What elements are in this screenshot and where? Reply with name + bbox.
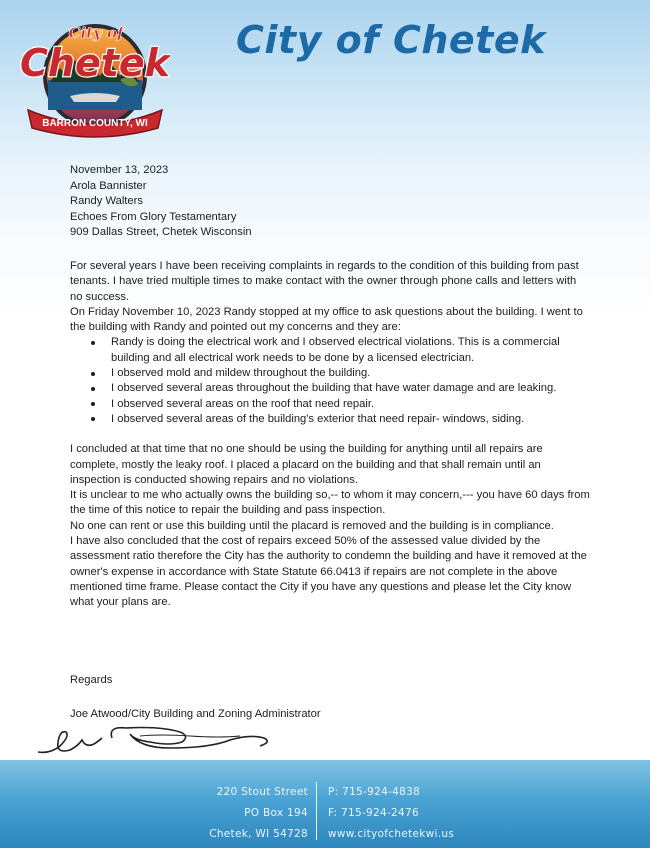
city-logo: [20, 10, 170, 138]
logo-name-text: Chetek: [20, 41, 170, 85]
paragraph-ownership: It is unclear to me who actually owns the building so,-- to whom it may concern,--- you have 60 days from the time of this notice to repair the building and pass inspection.: [70, 489, 590, 517]
recipient-block: [70, 163, 252, 241]
paragraph-visit: On Friday November 10, 2023 Randy stopped at my office to ask questions about the building. I went to the building with Randy and pointed out my concerns and they are:: [70, 305, 583, 334]
recipient-line: Echoes From Glory Testamentary: [70, 210, 237, 223]
recipient-line: Randy Walters: [70, 195, 143, 207]
footer-city: Chetek, WI 54728: [209, 828, 308, 840]
recipient-line: Arola Bannister: [70, 179, 147, 192]
paragraph-compliance: No one can rent or use this building until the placard is removed and the building is in compliance.: [70, 519, 554, 532]
footer-contact: [0, 760, 650, 848]
list-item: I observed several areas throughout the building that have water damage and are leaking.: [70, 381, 590, 396]
paragraph-conclusion: I concluded at that time that no one should be using the building for anything until all repairs are complete, mostly the leaky roof. I placed a placard on the building and that shall remain until an inspection is conducted showing repairs and no violations.: [70, 443, 543, 486]
list-item: I observed several areas on the roof that need repair.: [70, 397, 590, 412]
logo-banner-text: BARRON COUNTY, WI: [42, 118, 148, 129]
footer-street: 220 Stout Street: [216, 786, 308, 798]
letter-body: [70, 259, 590, 611]
list-item: Randy is doing the electrical work and I observed electrical violations. This is a commercial building and all electrical work needs to be done by a licensed electrician.: [70, 335, 590, 366]
footer-contacts: [328, 782, 454, 845]
paragraph-condemn: I have also concluded that the cost of repairs exceed 50% of the assessed value divided by the assessment ratio therefore the City has the authority to condemn the building and have it removed at the owner's expense in accordance with State Statute 66.0413 if repairs are not complete in the above mentioned time frame. Please contact the City if you have any questions and please let the City know what your plans are.: [70, 535, 587, 609]
paragraph-complaints: For several years I have been receiving complaints in regards to the condition of this building from past tenants. I have tried multiple times to make contact with the owner through phone calls and letters with no success.: [70, 260, 579, 303]
list-item: I observed several areas of the building's exterior that need repair- windows, siding.: [70, 412, 590, 427]
footer-website-link[interactable]: www.cityofchetekwi.us: [328, 828, 455, 840]
closing-regards: Regards: [70, 674, 113, 686]
page-title: City of Chetek: [236, 18, 546, 62]
logo-top-text: City of: [68, 24, 124, 42]
letter-date: November 13, 2023: [70, 164, 169, 176]
footer-po-box: PO Box 194: [244, 807, 308, 819]
footer-address: [209, 782, 308, 845]
footer-phone: P: 715-924-4838: [328, 786, 421, 798]
concerns-list: [70, 335, 590, 427]
list-item: I observed mold and mildew throughout the building.: [70, 366, 590, 381]
footer-divider: [316, 782, 317, 840]
signer-name: Joe Atwood/City Building and Zoning Administrator: [70, 708, 321, 720]
signature: [30, 718, 280, 760]
footer-fax: F: 715-924-2476: [328, 807, 419, 819]
recipient-line: 909 Dallas Street, Chetek Wisconsin: [70, 226, 252, 238]
